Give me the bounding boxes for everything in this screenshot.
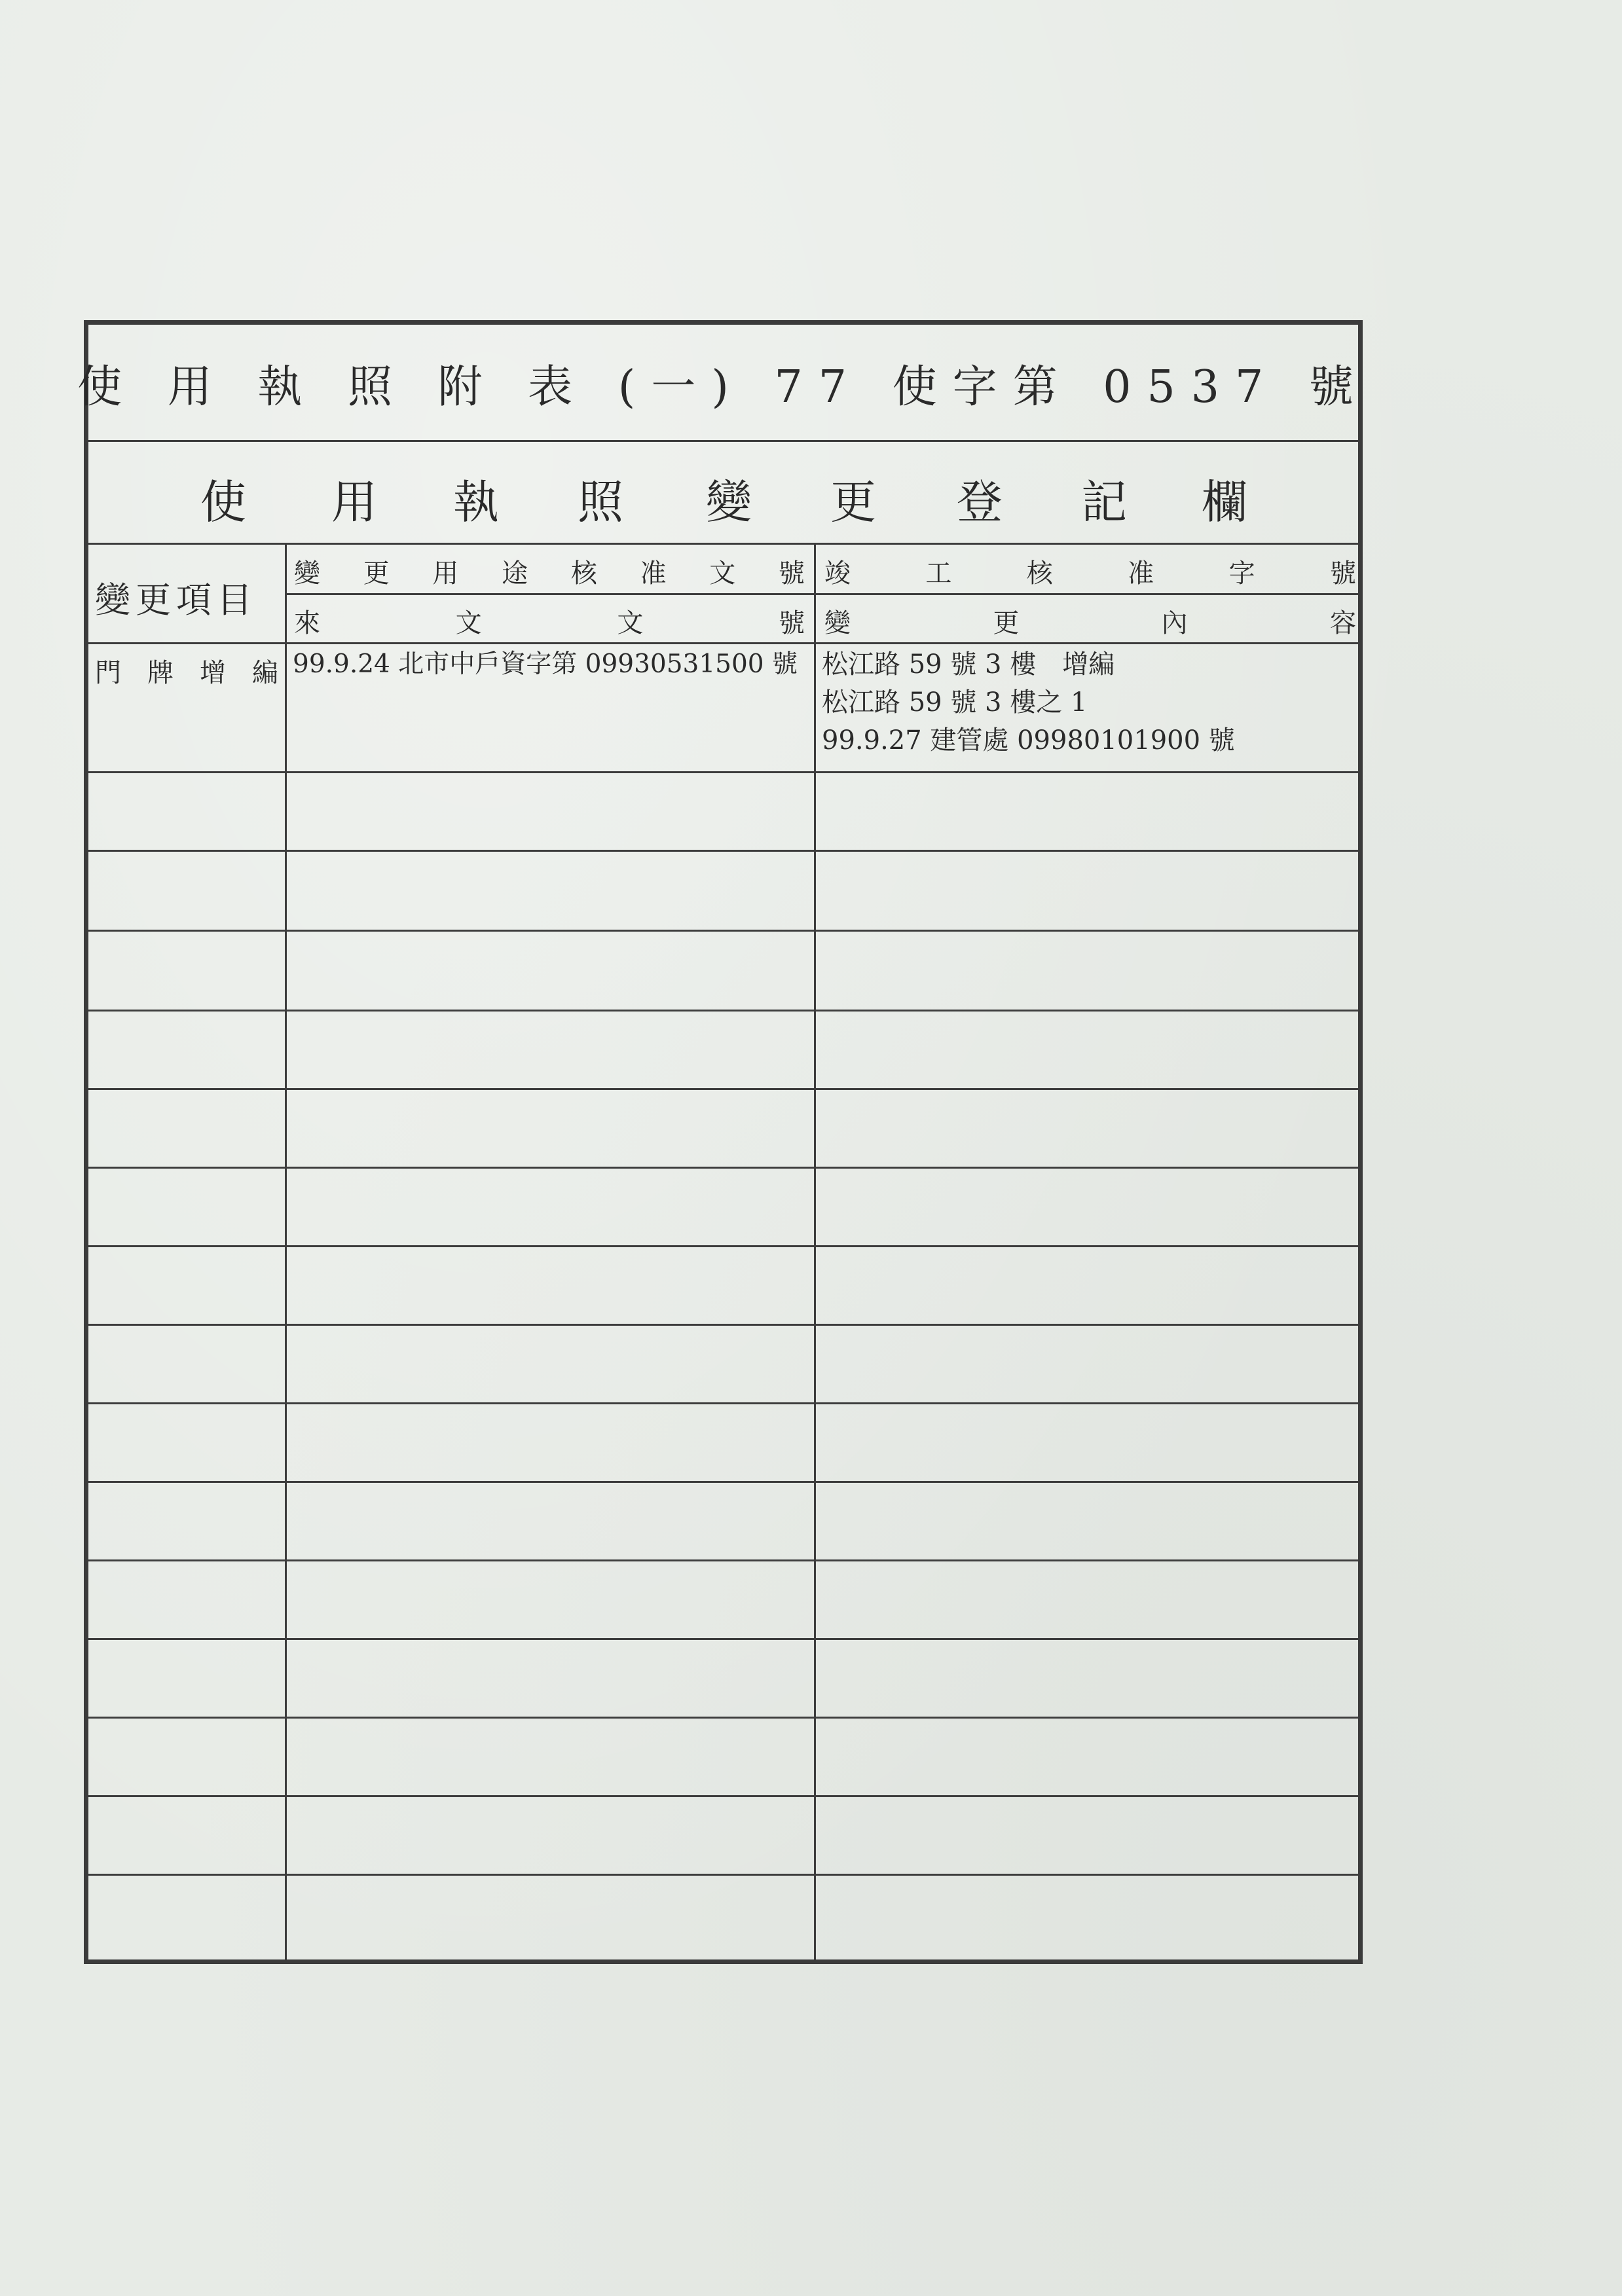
- row-divider: [88, 1245, 1358, 1247]
- header-incoming-doc-no: [294, 602, 805, 640]
- row-divider: [88, 1717, 1358, 1719]
- label-char: 文: [709, 558, 736, 589]
- row-divider: [88, 850, 1358, 852]
- column-divider-2: [814, 543, 816, 1959]
- subtitle-char: 登: [957, 475, 1003, 529]
- label-char: 用: [432, 558, 459, 589]
- row-divider: [88, 930, 1358, 932]
- row-1-change-item: [95, 652, 278, 689]
- subtitle-char: 用: [331, 475, 377, 529]
- row-divider: [88, 1402, 1358, 1404]
- subtitle-char: 執: [453, 475, 499, 529]
- row-divider: [88, 1010, 1358, 1011]
- item-char: 牌: [147, 658, 174, 688]
- subtitle-char: 欄: [1202, 475, 1247, 529]
- header-mid-divider: [285, 593, 1358, 595]
- subtitle-char: 記: [1081, 475, 1127, 529]
- header-bottom-divider: [88, 642, 1358, 644]
- label-char: 字: [1228, 558, 1255, 589]
- row-divider: [88, 1874, 1358, 1876]
- label-char: 號: [778, 558, 805, 589]
- label-char: 准: [640, 558, 667, 589]
- label-char: 變: [294, 558, 320, 589]
- column-divider-1: [285, 543, 287, 1959]
- label-char: 變: [824, 608, 851, 638]
- label-char: 竣: [824, 558, 851, 589]
- subtitle-char: 使: [200, 475, 246, 529]
- header-approval-doc-no: [294, 553, 805, 590]
- item-char: 門: [95, 658, 121, 688]
- label-char: 文: [455, 608, 482, 638]
- label-char: 工: [925, 558, 952, 589]
- label-char: 核: [570, 558, 597, 589]
- label-char: 途: [502, 558, 528, 589]
- row-divider: [88, 1167, 1358, 1169]
- row-divider: [88, 771, 1358, 773]
- row-divider: [88, 1088, 1358, 1090]
- header-completion-approval-no: [824, 553, 1356, 590]
- label-char: 容: [1329, 608, 1356, 638]
- label-char: 更: [363, 558, 390, 589]
- usage-permit-change-registration-form: [77, 320, 1369, 1964]
- row-1-document-number: 99.9.24 北市中戶資字第 09930531500 號: [293, 649, 798, 679]
- header-change-content: [824, 602, 1356, 640]
- label-char: 文: [617, 608, 644, 638]
- row-divider: [88, 1795, 1358, 1797]
- row-1-change-content-line-3: 99.9.27 建管處 09980101900 號: [822, 725, 1235, 756]
- label-char: 核: [1026, 558, 1053, 589]
- header-change-item: 變更項目: [95, 579, 257, 621]
- label-char: 號: [778, 608, 805, 638]
- row-divider: [88, 1324, 1358, 1326]
- item-char: 編: [252, 658, 278, 688]
- label-char: 來: [294, 608, 320, 638]
- row-divider: [88, 1559, 1358, 1561]
- subtitle-divider: [88, 543, 1358, 545]
- label-char: 更: [993, 608, 1020, 638]
- row-1-change-content-line-2: 松江路 59 號 3 樓之 1: [822, 687, 1088, 718]
- form-subtitle: [88, 443, 1358, 543]
- subtitle-char: 變: [706, 475, 752, 529]
- subtitle-char: 更: [830, 475, 876, 529]
- label-char: 內: [1161, 608, 1188, 638]
- subtitle-char: 照: [578, 475, 623, 529]
- label-char: 准: [1128, 558, 1154, 589]
- title-divider: [88, 440, 1358, 442]
- form-title: 使 用 執 照 附 表 (一) 77 使字第 0537 號: [77, 361, 1369, 413]
- row-divider: [88, 1638, 1358, 1640]
- item-char: 增: [200, 658, 226, 688]
- label-char: 號: [1329, 558, 1356, 589]
- row-1-change-content-line-1: 松江路 59 號 3 樓 增編: [822, 649, 1115, 680]
- row-divider: [88, 1481, 1358, 1483]
